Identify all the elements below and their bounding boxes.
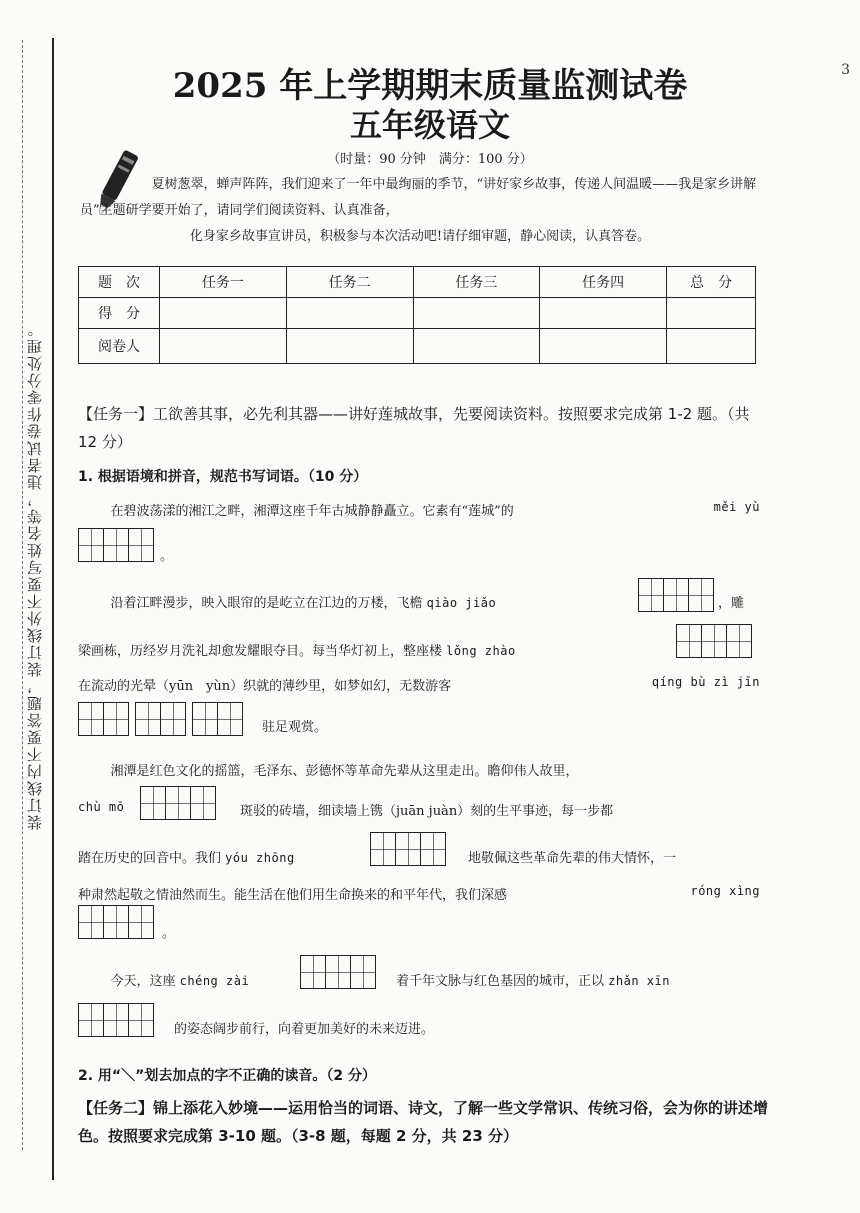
passage-text: 种肃然起敬之情油然而生。能生活在他们用生命换来的和平年代，我们深感 xyxy=(78,888,508,903)
pinyin-prompt: zhǎn xīn xyxy=(608,974,670,988)
answer-cell[interactable] xyxy=(217,702,243,736)
answer-grid[interactable] xyxy=(638,578,714,612)
answer-cell[interactable] xyxy=(676,624,702,658)
answer-grid[interactable] xyxy=(78,528,154,562)
passage-text: 湘潭是红色文化的摇篮，毛泽东、彭德怀等革命先辈从这里走出。瞻仰伟人故里， xyxy=(110,764,579,779)
answer-cell[interactable] xyxy=(420,832,446,866)
answer-cell[interactable] xyxy=(190,786,216,820)
answer-cell[interactable] xyxy=(128,905,154,939)
score-cell[interactable] xyxy=(540,298,667,329)
score-cell[interactable] xyxy=(413,298,540,329)
passage-text: 斑驳的砖墙，细读墙上镌（juān juàn）刻的生平事迹，每一步都 xyxy=(240,804,614,819)
answer-cell[interactable] xyxy=(78,528,104,562)
binding-notice: 装订线内不要答题，装订线外不要写姓名等，违者试卷作零分处理。 xyxy=(26,320,44,830)
answer-cell[interactable] xyxy=(663,578,689,612)
question-1: 1. 根据语境和拼音，规范书写词语。（10 分） xyxy=(78,469,368,485)
passage-text: 着千年文脉与红色基因的城市，正以 xyxy=(396,974,605,989)
answer-cell[interactable] xyxy=(78,702,104,736)
answer-cell[interactable] xyxy=(395,832,421,866)
answer-cell[interactable] xyxy=(103,702,129,736)
passage-text: 踏在历史的回音中。我们 xyxy=(78,851,222,866)
score-cell[interactable] xyxy=(667,298,756,329)
pinyin-prompt: qiào jiǎo xyxy=(426,596,497,610)
header-cell: 任务二 xyxy=(286,267,413,298)
answer-cell[interactable] xyxy=(688,578,714,612)
answer-grid[interactable] xyxy=(676,624,752,658)
score-cell[interactable] xyxy=(160,298,287,329)
question-2: 2. 用“＼”划去加点的字不正确的读音。（2 分） xyxy=(78,1068,376,1084)
answer-grid[interactable] xyxy=(140,786,216,820)
task1-heading: 【任务一】工欲善其事，必先利其器——讲好莲城故事，先要阅读资料。按照要求完成第 1-2 题。（共 12 分） xyxy=(78,405,750,451)
grader-cell[interactable] xyxy=(413,329,540,364)
page-corner-mark: 3 xyxy=(841,62,850,78)
answer-cell[interactable] xyxy=(350,955,376,989)
answer-cell[interactable] xyxy=(135,702,161,736)
passage-text: 在碧波荡漾的湘江之畔，湘潭这座千年古城静静矗立。它素有“莲城”的 xyxy=(110,504,514,519)
answer-cell[interactable] xyxy=(103,1003,129,1037)
grader-cell[interactable] xyxy=(160,329,287,364)
intro-line-1: 夏树葱翠，蝉声阵阵，我们迎来了一年中最绚丽的季节，“讲好家乡故事，传递人间温暖——我是家乡讲解员”主题研学要开始了，请同学们阅读资料、认真准备， xyxy=(80,177,757,218)
header-cell: 任务一 xyxy=(160,267,287,298)
answer-cell[interactable] xyxy=(103,528,129,562)
pinyin-prompt: chéng zài xyxy=(179,974,250,988)
answer-cell[interactable] xyxy=(165,786,191,820)
passage-line xyxy=(78,884,760,903)
task2-heading: 【任务二】锦上添花入妙境——运用恰当的词语、诗文，了解一些文学常识、传统习俗，会为你的讲述增色。按照要求完成第 3-10 题。（3-8 题，每题 2 分，共 23 分） xyxy=(78,1099,769,1145)
answer-cell[interactable] xyxy=(701,624,727,658)
answer-cell[interactable] xyxy=(300,955,326,989)
answer-cell[interactable] xyxy=(370,832,396,866)
row-label: 得 分 xyxy=(79,298,160,329)
answer-grid[interactable] xyxy=(78,905,154,939)
exam-subtitle: 五年级语文 xyxy=(349,106,510,144)
passage-text: 梁画栋，历经岁月洗礼却愈发耀眼夺目。每当华灯初上，整座楼 xyxy=(78,644,443,659)
passage-text: 的姿态阔步前行，向着更加美好的未来迈进。 xyxy=(174,1022,435,1037)
grader-row xyxy=(79,329,756,364)
passage-text: 今天，这座 xyxy=(110,974,176,989)
exam-title: 2025 年上学期期末质量监测试卷 xyxy=(172,66,688,106)
answer-cell[interactable] xyxy=(638,578,664,612)
score-table-header xyxy=(79,267,756,298)
intro-paragraph xyxy=(80,172,760,250)
passage-line xyxy=(396,970,766,989)
passage-text: 地敬佩这些革命先辈的伟大情怀，一 xyxy=(468,851,677,866)
answer-cell[interactable] xyxy=(325,955,351,989)
answer-grid[interactable] xyxy=(78,702,243,736)
passage-text: 在流动的光晕（yūn yùn）织就的薄纱里，如梦如幻，无数游客 xyxy=(78,679,452,694)
answer-cell[interactable] xyxy=(103,905,129,939)
passage-text: ，雕 xyxy=(718,596,745,611)
answer-cell[interactable] xyxy=(160,702,186,736)
answer-cell[interactable] xyxy=(192,702,218,736)
passage-line xyxy=(78,675,760,694)
grader-cell[interactable] xyxy=(540,329,667,364)
score-table xyxy=(78,266,756,364)
binding-rule xyxy=(52,38,54,1180)
exam-meta: （时量：90 分钟 满分：100 分） xyxy=(327,152,533,167)
pinyin-prompt: lǒng zhào xyxy=(446,644,516,658)
answer-grid[interactable] xyxy=(78,1003,154,1037)
pinyin-prompt: yóu zhōng xyxy=(225,851,295,865)
pinyin-prompt: chù mō xyxy=(78,800,125,814)
passage-text: 驻足观赏。 xyxy=(262,720,328,735)
grader-cell[interactable] xyxy=(286,329,413,364)
header-cell: 任务四 xyxy=(540,267,667,298)
answer-cell[interactable] xyxy=(128,1003,154,1037)
pinyin-prompt: róng xìng xyxy=(690,884,760,898)
header-cell: 总 分 xyxy=(667,267,756,298)
answer-cell[interactable] xyxy=(78,1003,104,1037)
header-cell: 题 次 xyxy=(79,267,160,298)
passage-line xyxy=(78,640,760,659)
row-label: 阅卷人 xyxy=(79,329,160,364)
passage-text: 沿着江畔漫步，映入眼帘的是屹立在江边的万楼，飞檐 xyxy=(110,596,423,611)
passage-line xyxy=(78,500,760,519)
score-row xyxy=(79,298,756,329)
answer-grid[interactable] xyxy=(370,832,446,866)
header-cell: 任务三 xyxy=(413,267,540,298)
answer-cell[interactable] xyxy=(140,786,166,820)
intro-line-2: 化身家乡故事宣讲员，积极参与本次活动吧!请仔细审题，静心阅读，认真答卷。 xyxy=(189,229,651,244)
pinyin-prompt: měi yù xyxy=(713,500,760,514)
answer-cell[interactable] xyxy=(726,624,752,658)
answer-cell[interactable] xyxy=(78,905,104,939)
grader-cell[interactable] xyxy=(667,329,756,364)
pinyin-prompt: qíng bù zì jīn xyxy=(651,675,760,689)
score-cell[interactable] xyxy=(286,298,413,329)
answer-cell[interactable] xyxy=(128,528,154,562)
answer-grid[interactable] xyxy=(300,955,376,989)
